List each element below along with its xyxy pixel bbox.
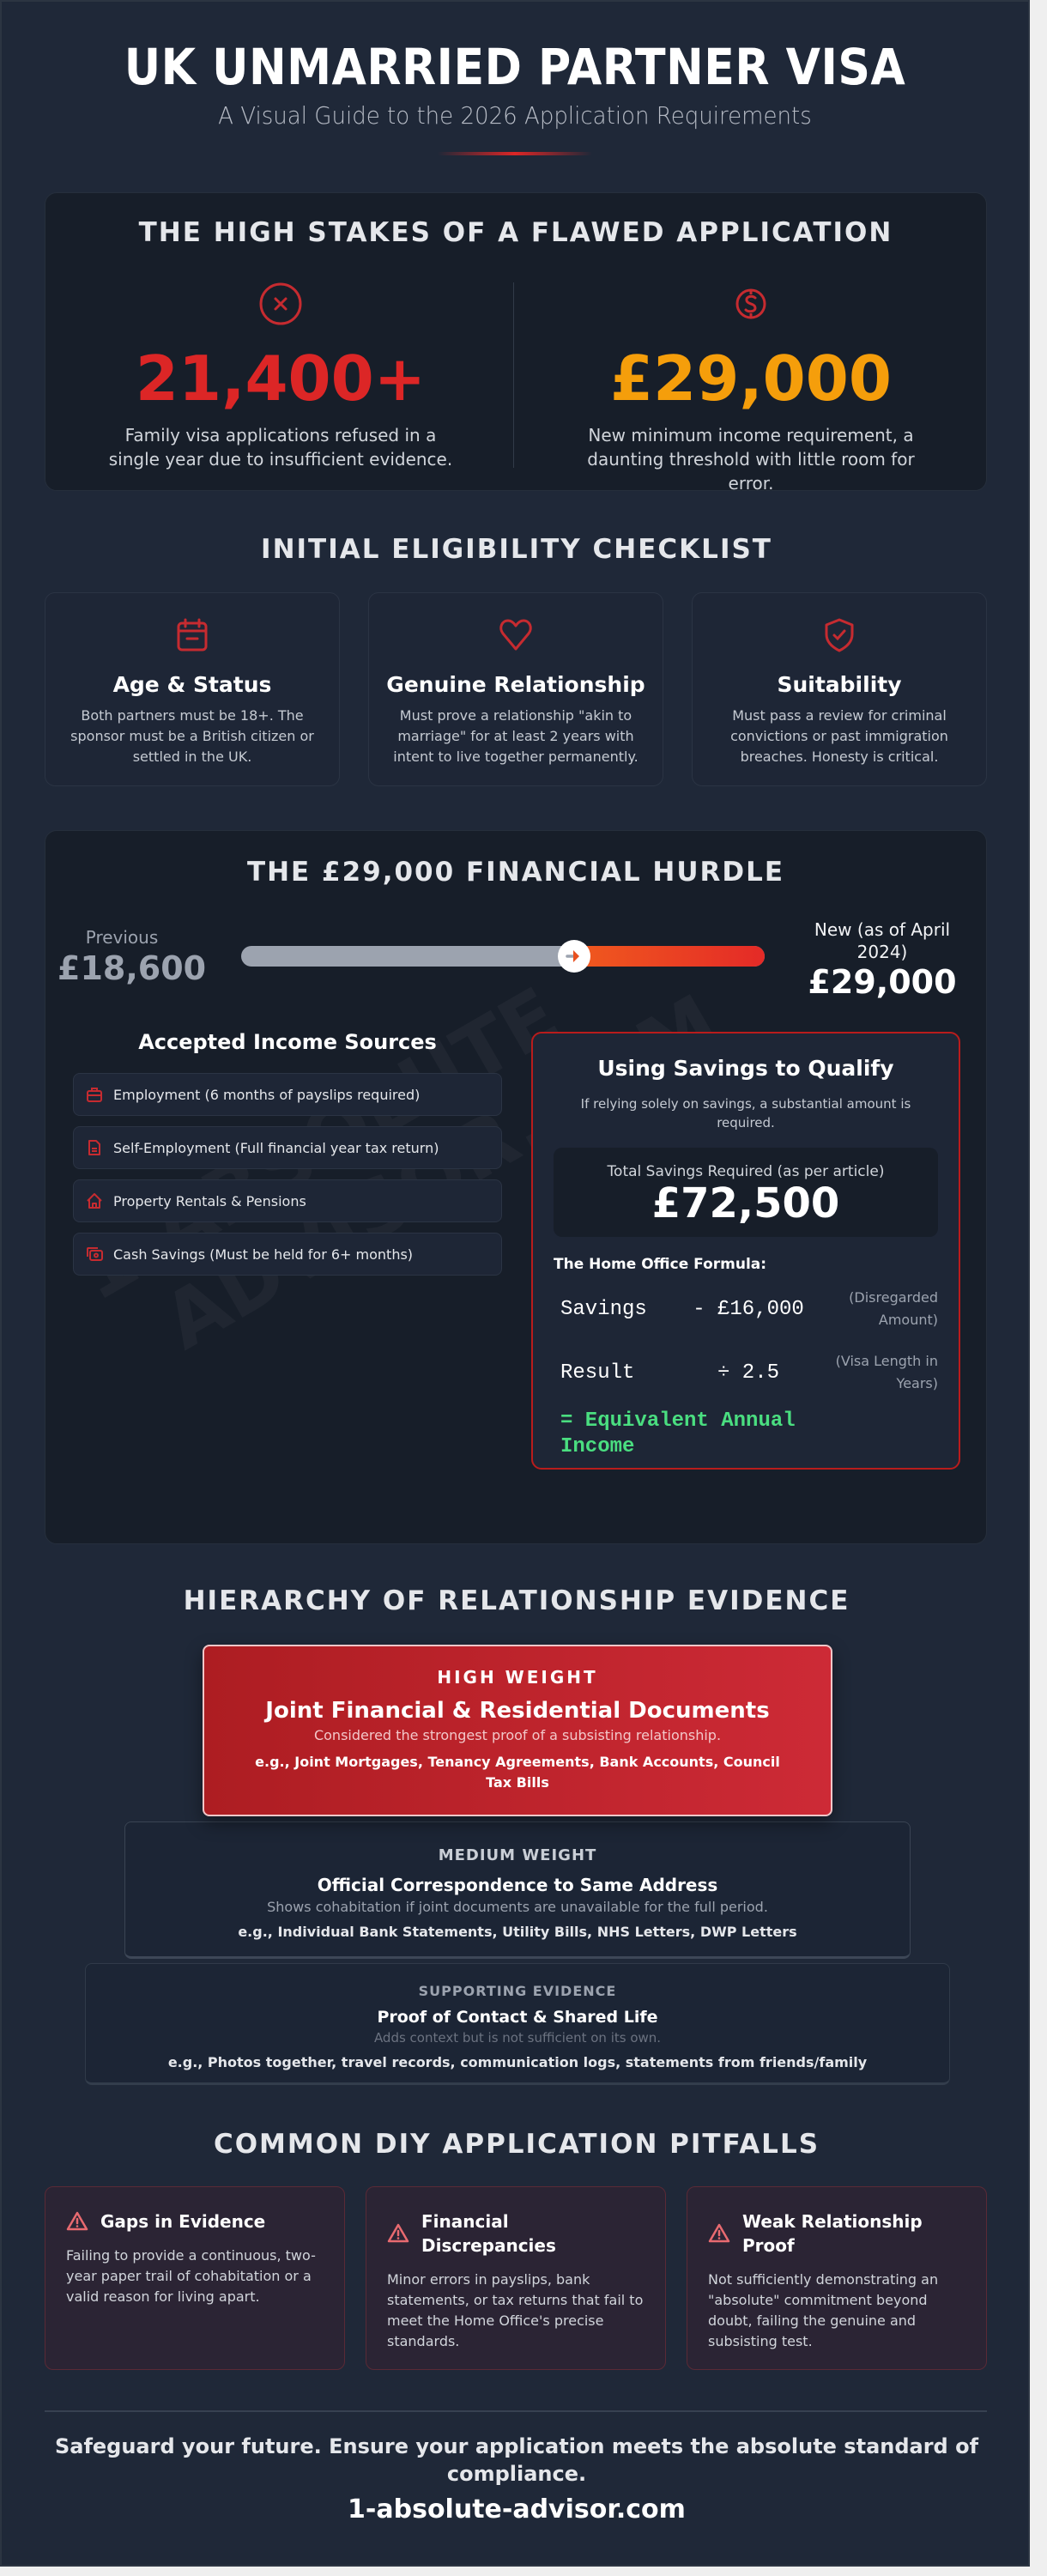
- pitfalls-title: COMMON DIY APPLICATION PITFALLS: [213, 2129, 820, 2160]
- briefcase-icon: [86, 1086, 103, 1103]
- accent-divider: [438, 152, 592, 155]
- pitfall-title: Weak Relationship Proof: [742, 2211, 923, 2256]
- warning-icon: [66, 2210, 88, 2233]
- threshold-increase-segment: [574, 946, 765, 967]
- stat-refusals: [45, 282, 516, 495]
- savings-title: Using Savings to Qualify: [597, 1056, 894, 1081]
- tier-examples: e.g., Individual Bank Statements, Utility Bills, NHS Letters, DWP Letters: [238, 1924, 797, 1940]
- stat-description: Family visa applications refused in a single year due to insufficient evidence.: [108, 425, 453, 470]
- calendar-icon: [174, 640, 210, 657]
- page-subtitle: A Visual Guide to the 2026 Application Requirements: [218, 101, 812, 130]
- card-title: Age & Status: [112, 672, 272, 697]
- card-text: Must prove a relationship "akin to marriage" for at least 2 years with intent to live together permanently.: [393, 707, 638, 765]
- tier-name: Proof of Contact & Shared Life: [377, 2008, 658, 2027]
- hierarchy-title: HIERARCHY OF RELATIONSHIP EVIDENCE: [183, 1585, 850, 1616]
- card-text: Both partners must be 18+. The sponsor must be a British citizen or settled in the UK.: [70, 707, 314, 765]
- page-title: UK UNMARRIED PARTNER VISA: [124, 38, 906, 96]
- arrow-right-icon: [558, 940, 590, 973]
- income-item-cash-savings: Cash Savings (Must be held for 6+ months): [73, 1233, 502, 1276]
- stat-description: New minimum income requirement, a daunting threshold with little room for error.: [587, 425, 915, 494]
- pitfall-text: Failing to provide a continuous, two-year paper trail of cohabitation or a valid reason for living apart.: [66, 2247, 316, 2305]
- pitfall-card: [45, 2186, 345, 2370]
- formula-heading: The Home Office Formula:: [554, 1256, 767, 1273]
- stakes-panel: [45, 192, 987, 494]
- tier-level: SUPPORTING EVIDENCE: [418, 1983, 617, 1999]
- warning-icon: [387, 2222, 409, 2245]
- currency-coin-icon: [516, 282, 986, 325]
- formula-row: Savings - £16,000 (Disregarded Amount): [560, 1289, 938, 1328]
- tier-supporting-evidence: [85, 1963, 950, 2085]
- income-sources: [73, 1030, 502, 1276]
- tier-examples: e.g., Joint Mortgages, Tenancy Agreements, Bank Accounts, Council Tax Bills: [255, 1754, 780, 1791]
- income-item-employment: Employment (6 months of payslips required): [73, 1073, 502, 1116]
- pitfall-cards: [45, 2186, 987, 2370]
- finance-panel: [45, 830, 987, 1544]
- footer-url-link[interactable]: 1-absolute-advisor.com: [348, 2494, 686, 2524]
- finance-title: THE £29,000 FINANCIAL HURDLE: [246, 857, 785, 888]
- header: [2, 2, 1028, 155]
- stat-value: 21,400+: [135, 342, 427, 415]
- total-savings-box: [554, 1148, 938, 1237]
- tier-level: HIGH WEIGHT: [437, 1667, 598, 1688]
- tier-description: Considered the strongest proof of a subsisting relationship.: [313, 1727, 722, 1743]
- tier-name: Joint Financial & Residential Documents: [265, 1698, 770, 1724]
- savings-intro: If relying solely on savings, a substantial amount is required.: [580, 1096, 911, 1130]
- threshold-bar: [241, 946, 765, 967]
- footer-divider: [45, 2410, 987, 2412]
- total-savings-label: Total Savings Required (as per article): [607, 1163, 885, 1180]
- pitfall-card: [366, 2186, 666, 2370]
- formula-row: Result ÷ 2.5 (Visa Length in Years): [560, 1353, 938, 1391]
- eligibility-cards: [45, 592, 987, 786]
- shield-check-icon: [821, 640, 857, 657]
- footer-tagline: Safeguard your future. Ensure your application meets the absolute standard of compliance.: [54, 2434, 979, 2486]
- card-title: Genuine Relationship: [386, 672, 645, 697]
- stats-divider: [513, 282, 514, 468]
- income-item-self-employment: Self-Employment (Full financial year tax return): [73, 1126, 502, 1169]
- stat-value: £29,000: [610, 342, 892, 415]
- pitfall-text: Minor errors in payslips, bank statements, or tax returns that fail to meet the Home Office's precise standards.: [387, 2271, 644, 2349]
- tier-description: Adds context but is not sufficient on its own.: [373, 2030, 662, 2046]
- tier-description: Shows cohabitation if joint documents are unavailable for the full period.: [267, 1899, 768, 1915]
- card-title: Suitability: [777, 672, 902, 697]
- cash-icon: [86, 1246, 103, 1263]
- eligibility-title: INITIAL ELIGIBILITY CHECKLIST: [261, 534, 772, 565]
- stakes-title: THE HIGH STAKES OF A FLAWED APPLICATION: [138, 217, 893, 248]
- previous-threshold: [57, 927, 207, 987]
- new-label: New (as of April 2024): [814, 919, 951, 962]
- previous-value: £18,600: [57, 949, 207, 987]
- tier-examples: e.g., Photos together, travel records, communication logs, statements from friends/family: [167, 2054, 868, 2070]
- stats-row: [45, 282, 986, 495]
- tier-high-weight: [203, 1645, 832, 1816]
- tier-name: Official Correspondence to Same Address: [317, 1875, 718, 1895]
- warning-icon: [708, 2222, 730, 2245]
- x-circle-icon: [45, 282, 516, 325]
- income-item-property: Property Rentals & Pensions: [73, 1179, 502, 1222]
- eligibility-card-suitability: [692, 592, 987, 786]
- formula-result: = Equivalent Annual Income: [560, 1409, 796, 1458]
- heart-icon: [498, 640, 534, 657]
- pitfall-text: Not sufficiently demonstrating an "absolute" commitment beyond doubt, failing the genuine and subsisting test.: [708, 2271, 939, 2349]
- stat-income: [516, 282, 986, 495]
- pitfall-title: Gaps in Evidence: [100, 2211, 266, 2232]
- document-icon: [86, 1139, 103, 1156]
- pitfall-title: Financial Discrepancies: [421, 2211, 556, 2256]
- total-savings-value: £72,500: [651, 1179, 840, 1227]
- savings-card: [531, 1032, 960, 1470]
- home-icon: [86, 1192, 103, 1209]
- tier-level: MEDIUM WEIGHT: [438, 1846, 597, 1864]
- pitfall-card: [687, 2186, 987, 2370]
- card-text: Must pass a review for criminal convictions or past immigration breaches. Honesty is critical.: [730, 707, 948, 765]
- new-value: £29,000: [808, 963, 957, 1001]
- income-title: Accepted Income Sources: [138, 1030, 437, 1054]
- eligibility-card-age: [45, 592, 340, 786]
- eligibility-card-relationship: [368, 592, 663, 786]
- previous-label: Previous: [85, 927, 159, 948]
- new-threshold: [801, 918, 964, 1001]
- tier-medium-weight: [124, 1821, 911, 1959]
